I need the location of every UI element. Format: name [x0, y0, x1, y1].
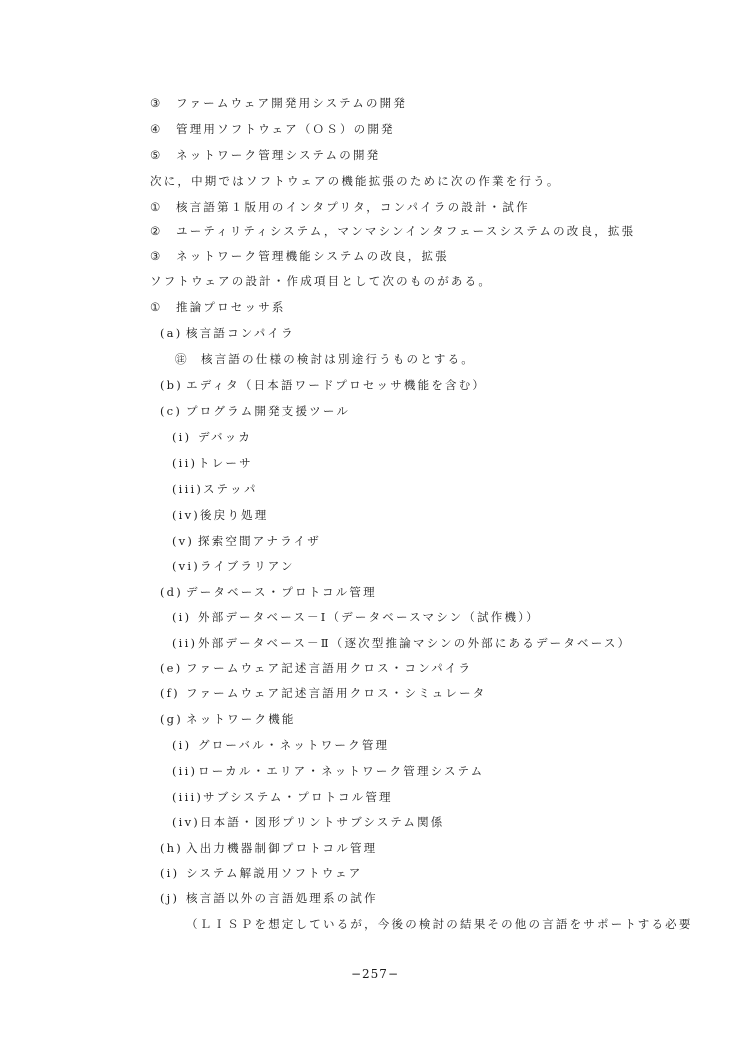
text-line: [160, 686, 486, 700]
line-text: 後戻り処理: [199, 508, 269, 522]
list-marker: (iii): [172, 482, 204, 496]
line-text: ライブラリアン: [199, 559, 295, 573]
page-number: −257−: [350, 967, 399, 981]
list-marker: (iii): [172, 790, 204, 804]
text-line: [150, 122, 395, 136]
list-marker: (i): [172, 738, 192, 752]
text-line: [186, 917, 693, 931]
text-line: [172, 636, 631, 650]
line-text: グローバル・ネットワーク管理: [198, 738, 390, 752]
line-text: プログラム開発支援ツール: [186, 404, 351, 418]
text-line: [150, 274, 492, 288]
line-text: トレーサ: [198, 456, 253, 470]
list-marker: ⑤: [150, 148, 163, 162]
text-line: [172, 559, 295, 573]
text-line: [160, 866, 363, 880]
line-text: ネットワーク管理システムの開発: [176, 148, 381, 162]
list-marker: ②: [150, 224, 163, 238]
list-marker: (iv): [172, 815, 200, 829]
line-text: ネットワーク管理機能システムの改良，拡張: [176, 249, 449, 263]
line-text: 核言語コンパイラ: [186, 326, 295, 340]
list-marker: (f): [160, 686, 180, 700]
line-text: デバッカ: [198, 430, 253, 444]
list-marker: ④: [150, 122, 163, 136]
list-marker: (b): [160, 378, 183, 392]
text-line: [172, 508, 268, 522]
line-text: ファームウェア記述言語用クロス・シミュレータ: [186, 686, 487, 700]
text-line: [160, 841, 377, 855]
list-marker: ③: [150, 96, 163, 110]
text-line: [150, 249, 449, 263]
text-line: [160, 585, 377, 599]
list-marker: (c): [160, 404, 183, 418]
text-line: [172, 482, 258, 496]
text-line: [172, 738, 389, 752]
list-marker: ③: [150, 249, 163, 263]
list-marker: (g): [160, 712, 183, 726]
text-line: [150, 224, 635, 238]
line-text: データベース・プロトコル管理: [186, 585, 377, 599]
text-line: [172, 430, 252, 444]
line-text: ステッパ: [203, 482, 258, 496]
text-line: [160, 326, 295, 340]
list-marker: (j): [160, 891, 180, 905]
text-line: [172, 790, 393, 804]
text-line: [150, 174, 561, 188]
list-marker: ①: [150, 200, 163, 214]
list-marker: ①: [150, 300, 163, 314]
line-text: ネットワーク機能: [186, 712, 296, 726]
line-text: ソフトウェアの設計・作成項目として次のものがある。: [150, 274, 493, 288]
line-text: 管理用ソフトウェア（ＯＳ）の開発: [176, 122, 395, 136]
text-line: [150, 96, 407, 110]
line-text: 核言語以外の言語処理系の試作: [186, 891, 378, 905]
list-marker: (i): [172, 610, 192, 624]
list-marker: (vi): [172, 559, 200, 573]
text-line: [150, 148, 380, 162]
list-marker: (e): [160, 661, 183, 675]
line-text: 入出力機器制御プロトコル管理: [186, 841, 378, 855]
list-marker: (ii): [172, 636, 198, 650]
line-text: 外部データベース－Ⅱ（逐次型推論マシンの外部にあるデータベース）: [198, 636, 632, 650]
line-text: （ＬＩＳＰを想定しているが，今後の検討の結果その他の言語をサポートする必要: [186, 917, 693, 931]
list-marker: (iv): [172, 508, 200, 522]
text-line: [172, 815, 444, 829]
text-line: [172, 534, 321, 548]
list-marker: (ii): [172, 764, 198, 778]
text-line: [160, 378, 486, 392]
list-marker: (h): [160, 841, 183, 855]
list-marker: ㊟: [175, 352, 189, 366]
line-text: サブシステム・プロトコル管理: [203, 790, 393, 804]
line-text: 外部データベース－Ⅰ（データベースマシン（試作機））: [198, 610, 540, 624]
list-marker: (v): [172, 534, 195, 548]
line-text: システム解説用ソフトウェア: [186, 866, 363, 880]
text-line: [160, 661, 472, 675]
list-marker: (a): [160, 326, 183, 340]
list-marker: (ii): [172, 456, 198, 470]
text-line: [172, 610, 540, 624]
list-marker: (i): [172, 430, 192, 444]
line-text: 核言語の仕様の検討は別途行うものとする。: [201, 352, 475, 366]
line-text: 次に，中期ではソフトウェアの機能拡張のために次の作業を行う。: [150, 174, 561, 188]
text-line: [175, 352, 475, 366]
text-line: [172, 456, 253, 470]
text-line: [172, 764, 484, 778]
text-line: [160, 712, 296, 726]
line-text: ファームウェア記述言語用クロス・コンパイラ: [186, 661, 473, 675]
list-marker: (i): [160, 866, 180, 880]
text-line: [150, 200, 530, 214]
line-text: 核言語第１版用のインタプリタ，コンパイラの設計・試作: [176, 200, 530, 214]
list-marker: (d): [160, 585, 183, 599]
line-text: 推論プロセッサ系: [176, 300, 286, 314]
text-line: [160, 891, 378, 905]
line-text: エディタ（日本語ワードプロセッサ機能を含む）: [186, 378, 487, 392]
line-text: 日本語・図形プリントサブシステム関係: [199, 815, 445, 829]
text-line: [160, 404, 350, 418]
line-text: ユーティリティシステム，マンマシンインタフェースシステムの改良，拡張: [176, 224, 636, 238]
line-text: ファームウェア開発用システムの開発: [176, 96, 408, 110]
line-text: 探索空間アナライザ: [198, 534, 321, 548]
text-line: [150, 300, 286, 314]
line-text: ローカル・エリア・ネットワーク管理システム: [198, 764, 485, 778]
